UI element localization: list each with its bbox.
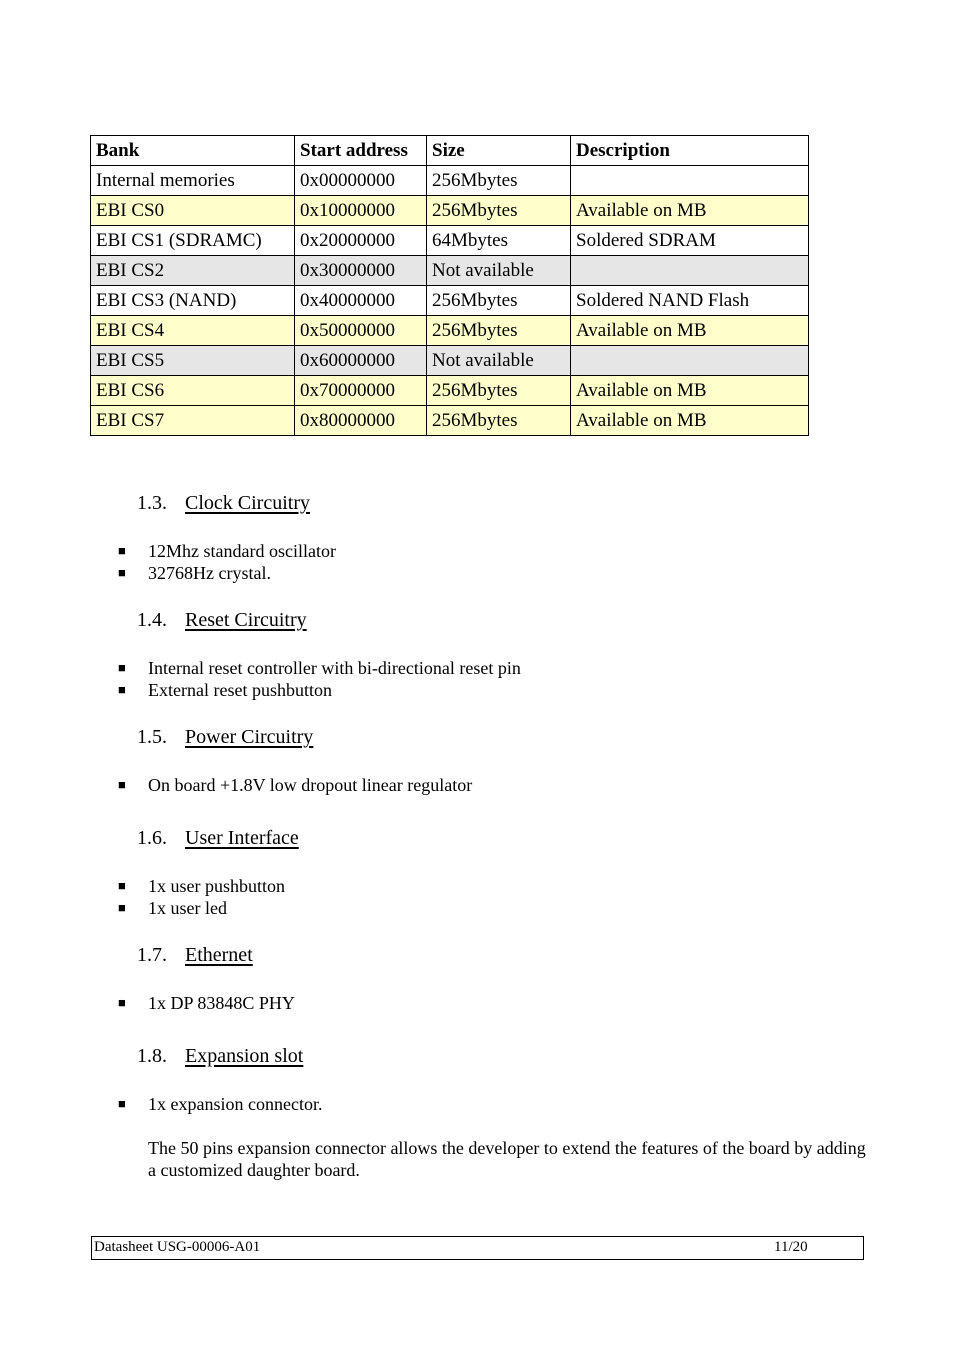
- list-item-text: 1x user led: [148, 898, 227, 918]
- cell-start-address: 0x50000000: [295, 316, 427, 346]
- cell-start-address: 0x10000000: [295, 196, 427, 226]
- cell-bank: EBI CS2: [91, 256, 295, 286]
- square-bullet-icon: ■: [118, 660, 126, 675]
- cell-description: [571, 346, 809, 376]
- table-row: [91, 376, 809, 406]
- square-bullet-icon: ■: [118, 543, 126, 558]
- column-header-description: Description: [571, 136, 809, 166]
- cell-bank: EBI CS5: [91, 346, 295, 376]
- table-row: [91, 196, 809, 226]
- cell-start-address: 0x20000000: [295, 226, 427, 256]
- table-row: [91, 286, 809, 316]
- cell-size: 256Mbytes: [427, 316, 571, 346]
- cell-size: 256Mbytes: [427, 286, 571, 316]
- list-item: [118, 993, 295, 1014]
- footer-document-id: Datasheet USG-00006-A01: [94, 1239, 261, 1255]
- cell-size: Not available: [427, 256, 571, 286]
- cell-start-address: 0x60000000: [295, 346, 427, 376]
- table-row: [91, 316, 809, 346]
- expansion-paragraph: The 50 pins expansion connector allows the developer to extend the features of the board by adding a customized daughter board.: [148, 1138, 866, 1180]
- cell-start-address: 0x80000000: [295, 406, 427, 436]
- section-heading: [137, 944, 253, 967]
- square-bullet-icon: ■: [118, 878, 126, 893]
- cell-description: Soldered NAND Flash: [571, 286, 809, 316]
- square-bullet-icon: ■: [118, 682, 126, 697]
- cell-size: 256Mbytes: [427, 376, 571, 406]
- table-row: [91, 346, 809, 376]
- cell-bank: EBI CS1 (SDRAMC): [91, 226, 295, 256]
- list-item-text: Internal reset controller with bi-directional reset pin: [148, 658, 521, 678]
- list-item-text: 32768Hz crystal.: [148, 563, 271, 583]
- list-item-text: 1x user pushbutton: [148, 876, 285, 896]
- cell-bank: Internal memories: [91, 166, 295, 196]
- square-bullet-icon: ■: [118, 565, 126, 580]
- section-heading: [137, 609, 307, 632]
- cell-bank: EBI CS6: [91, 376, 295, 406]
- cell-description: Available on MB: [571, 376, 809, 406]
- section-heading: [137, 1045, 303, 1068]
- list-item: [118, 775, 472, 796]
- section-number: 1.4.: [137, 609, 167, 631]
- section-number: 1.6.: [137, 827, 167, 849]
- cell-start-address: 0x00000000: [295, 166, 427, 196]
- section-number: 1.3.: [137, 492, 167, 514]
- cell-bank: EBI CS4: [91, 316, 295, 346]
- cell-start-address: 0x40000000: [295, 286, 427, 316]
- cell-size: 256Mbytes: [427, 166, 571, 196]
- cell-start-address: 0x30000000: [295, 256, 427, 286]
- table-header-row: [91, 136, 809, 166]
- cell-start-address: 0x70000000: [295, 376, 427, 406]
- square-bullet-icon: ■: [118, 995, 126, 1010]
- cell-size: 256Mbytes: [427, 406, 571, 436]
- section-number: 1.7.: [137, 944, 167, 966]
- cell-description: Available on MB: [571, 316, 809, 346]
- list-item: [118, 1094, 322, 1115]
- list-item: [118, 876, 285, 897]
- footer-page-number: 11/20: [774, 1239, 808, 1255]
- list-item-text: External reset pushbutton: [148, 680, 332, 700]
- table-row: [91, 256, 809, 286]
- cell-description: [571, 166, 809, 196]
- cell-description: Soldered SDRAM: [571, 226, 809, 256]
- table-row: [91, 226, 809, 256]
- section-title: Clock Circuitry: [185, 492, 310, 514]
- list-item-text: 12Mhz standard oscillator: [148, 541, 336, 561]
- section-title: Ethernet: [185, 944, 253, 966]
- memory-map-table: [90, 135, 809, 436]
- section-number: 1.8.: [137, 1045, 167, 1067]
- cell-bank: EBI CS7: [91, 406, 295, 436]
- table-row: [91, 166, 809, 196]
- cell-size: 64Mbytes: [427, 226, 571, 256]
- cell-description: [571, 256, 809, 286]
- list-item: [118, 658, 521, 679]
- cell-description: Available on MB: [571, 406, 809, 436]
- section-number: 1.5.: [137, 726, 167, 748]
- page-footer: [91, 1236, 864, 1260]
- cell-size: 256Mbytes: [427, 196, 571, 226]
- cell-bank: EBI CS3 (NAND): [91, 286, 295, 316]
- square-bullet-icon: ■: [118, 777, 126, 792]
- section-heading: [137, 492, 310, 515]
- section-heading: [137, 827, 299, 850]
- cell-size: Not available: [427, 346, 571, 376]
- section-title: Reset Circuitry: [185, 609, 307, 631]
- column-header-size: Size: [427, 136, 571, 166]
- column-header-bank: Bank: [91, 136, 295, 166]
- list-item-text: On board +1.8V low dropout linear regulator: [148, 775, 473, 795]
- section-title: User Interface: [185, 827, 299, 849]
- cell-bank: EBI CS0: [91, 196, 295, 226]
- list-item: [118, 898, 227, 919]
- list-item: [118, 563, 271, 584]
- section-title: Expansion slot: [185, 1045, 304, 1067]
- table-row: [91, 406, 809, 436]
- list-item-text: 1x DP 83848C PHY: [148, 993, 295, 1013]
- cell-description: Available on MB: [571, 196, 809, 226]
- section-heading: [137, 726, 313, 749]
- column-header-start-address: Start address: [295, 136, 427, 166]
- list-item: [118, 541, 336, 562]
- square-bullet-icon: ■: [118, 1096, 126, 1111]
- section-title: Power Circuitry: [185, 726, 314, 748]
- list-item: [118, 680, 332, 701]
- square-bullet-icon: ■: [118, 900, 126, 915]
- list-item-text: 1x expansion connector.: [148, 1094, 323, 1114]
